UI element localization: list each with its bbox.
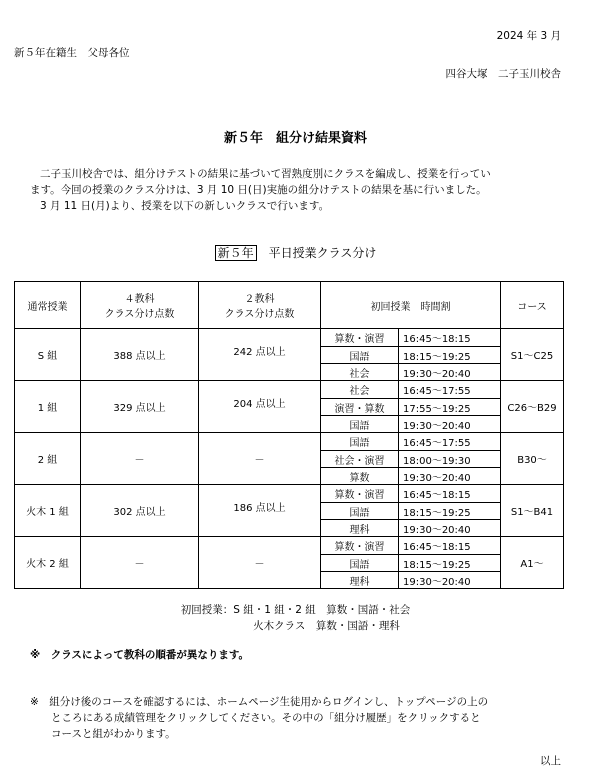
group-name-cell: 2 組 (15, 433, 81, 485)
four-subject-score-cell: － (81, 537, 199, 589)
subject-cell: 社会 (321, 364, 399, 381)
header-cell: 初回授業 時間割 (321, 282, 501, 329)
subject-cell: 理科 (321, 572, 399, 589)
two-subject-score-cell: 242 点以上 (199, 329, 321, 381)
intro-line: ます。今回の授業のクラス分けは、3 月 10 日(日)実施の組分けテストの結果を基に行いました。 (30, 184, 487, 196)
time-cell: 19:30～20:40 (399, 468, 501, 485)
time-cell: 16:45～18:15 (399, 485, 501, 503)
time-cell: 16:45～17:55 (399, 433, 501, 451)
table-header-row (15, 282, 564, 329)
intro-paragraph (30, 166, 570, 214)
addressee: 新５年在籍生 父母各位 (14, 47, 130, 59)
subject-cell: 算数・演習 (321, 485, 399, 503)
time-cell: 18:15～19:25 (399, 555, 501, 572)
group-name-cell: 火木 2 組 (15, 537, 81, 589)
subject-cell: 算数 (321, 468, 399, 485)
two-subject-score-cell: － (199, 537, 321, 589)
time-cell: 16:45～18:15 (399, 329, 501, 347)
two-subject-score-cell: 204 点以上 (199, 381, 321, 433)
course-cell: C26～B29 (501, 381, 564, 433)
subtitle-rest: 平日授業クラス分け (256, 246, 377, 260)
subject-cell: 国語 (321, 433, 399, 451)
time-cell: 18:15～19:25 (399, 347, 501, 364)
class-schedule-table (14, 281, 564, 589)
subject-cell: 国語 (321, 347, 399, 364)
closing-mark: 以上 (540, 755, 561, 767)
note-line: 初回授業：S 組・1 組・2 組 算数・国語・社会 (180, 604, 411, 616)
subject-cell: 国語 (321, 503, 399, 520)
two-subject-score-cell: － (199, 433, 321, 485)
subject-order-note: ※ クラスによって教科の順番が異なります。 (30, 649, 250, 661)
time-cell: 19:30～20:40 (399, 364, 501, 381)
course-cell: S1～C25 (501, 329, 564, 381)
course-check-note (30, 694, 488, 742)
time-cell: 18:15～19:25 (399, 503, 501, 520)
course-cell: S1～B41 (501, 485, 564, 537)
time-cell: 19:30～20:40 (399, 520, 501, 537)
four-subject-score-cell: － (81, 433, 199, 485)
header-cell: 通常授業 (15, 282, 81, 329)
header-cell: ４教科 クラス分け点数 (81, 282, 199, 329)
time-cell: 18:00～19:30 (399, 451, 501, 468)
subject-cell: 理科 (321, 520, 399, 537)
header-cell: コース (501, 282, 564, 329)
intro-line: 3 月 11 日(月)より、授業を以下の新しいクラスで行います。 (40, 200, 330, 212)
time-cell: 17:55～19:25 (399, 399, 501, 416)
subject-cell: 国語 (321, 555, 399, 572)
note-line: ところにある成績管理をクリックしてください。その中の「組分け履歴」をクリックすると (30, 712, 481, 724)
subject-cell: 社会・演習 (321, 451, 399, 468)
table-row (15, 485, 564, 503)
table-row (15, 329, 564, 347)
document-date: 2024 年 3 月 (496, 30, 561, 42)
note-line: コースと組がわかります。 (30, 728, 176, 740)
subject-cell: 算数・演習 (321, 329, 399, 347)
four-subject-score-cell: 329 点以上 (81, 381, 199, 433)
time-cell: 16:45～18:15 (399, 537, 501, 555)
subject-cell: 算数・演習 (321, 537, 399, 555)
school-name: 四谷大塚 二子玉川校舎 (445, 68, 561, 80)
intro-line: 二子玉川校舎では、組分けテストの結果に基づいて習熟度別にクラスを編成し、授業を行ってい (40, 168, 491, 180)
first-lesson-notes (0, 602, 591, 634)
note-line: ※ 組分け後のコースを確認するには、ホームページ生徒用からログインし、トップページの上の (30, 696, 489, 708)
subject-cell: 演習・算数 (321, 399, 399, 416)
table-row (15, 381, 564, 399)
document-title: 新５年 組分け結果資料 (223, 131, 367, 146)
time-cell: 19:30～20:40 (399, 572, 501, 589)
four-subject-score-cell: 388 点以上 (81, 329, 199, 381)
group-name-cell: 1 組 (15, 381, 81, 433)
course-cell: B30～ (501, 433, 564, 485)
table-row (15, 537, 564, 555)
two-subject-score-cell: 186 点以上 (199, 485, 321, 537)
group-name-cell: 火木 1 組 (15, 485, 81, 537)
subject-cell: 国語 (321, 416, 399, 433)
course-cell: A1～ (501, 537, 564, 589)
table-row (15, 433, 564, 451)
group-name-cell: S 組 (15, 329, 81, 381)
header-cell: ２教科 クラス分け点数 (199, 282, 321, 329)
section-subtitle (0, 244, 591, 261)
subject-cell: 社会 (321, 381, 399, 399)
note-line: 火木クラス 算数・国語・理科 (253, 620, 400, 632)
four-subject-score-cell: 302 点以上 (81, 485, 199, 537)
subtitle-boxed: 新５年 (215, 245, 257, 261)
time-cell: 19:30～20:40 (399, 416, 501, 433)
time-cell: 16:45～17:55 (399, 381, 501, 399)
